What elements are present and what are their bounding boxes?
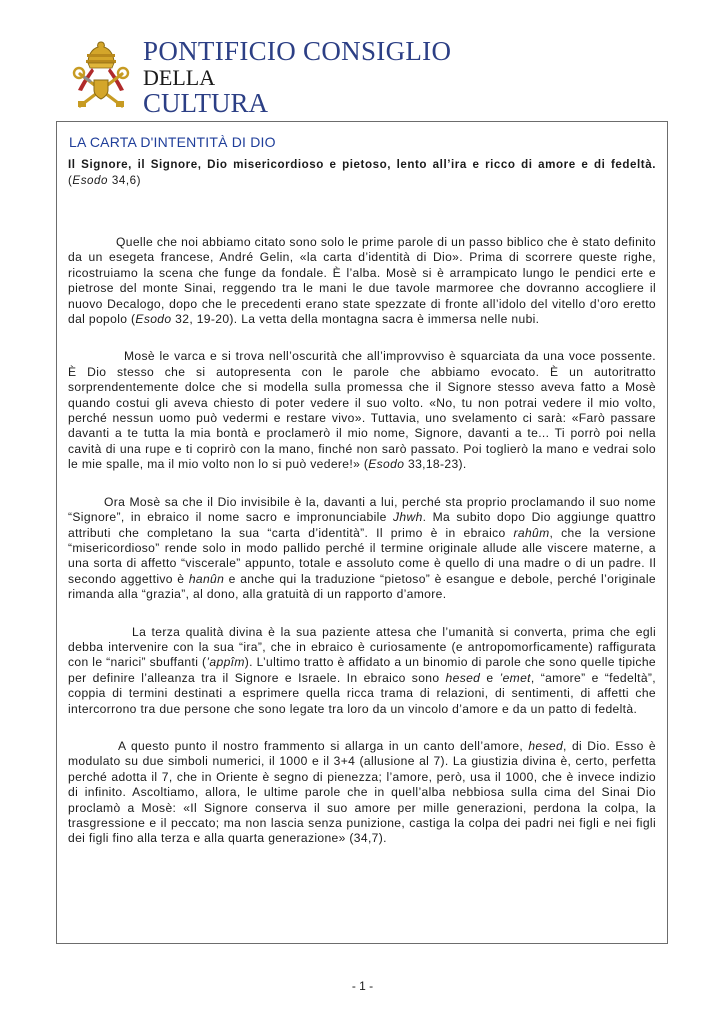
epigraph-ref-close: 34,6) (108, 174, 141, 187)
p4-hesed: hesed (445, 670, 481, 685)
p3-text-d: e anche qui la traduzione “pietoso” è esangue e debole, perché l’originale rimanda alla “grazia”, al dono, alla gratuità di un rapporto d’amore. (68, 571, 656, 602)
p1-text-a: Quelle che noi abbiamo citato sono solo le prime parole di un passo biblico che è stato definito da un esegeta francese, André Gelin, «la carta d’identità di Dio». Prima di scorrere queste righe, ricostruiamo la scena che funge da fondale. È l’alba. Mosè si è arrampicato lungo le pendici erte e pietrose del monte Sinai, reggendo tra le mani le due tavole marmoree che dovranno accogliere il nuovo Decalogo, dopo che le precedenti erano state spezzate di fronte all’idolo del vitello d’oro eretto dal popolo ( (68, 235, 656, 327)
papal-coat-of-arms-icon (70, 40, 132, 112)
p2-text-b: 33,18-23). (404, 457, 467, 472)
epigraph (68, 157, 656, 189)
p4-appim: ’appîm (206, 655, 245, 670)
paragraph-5 (68, 739, 656, 847)
org-name-line1: PONTIFICIO CONSIGLIO (143, 36, 452, 66)
paragraph-2 (68, 349, 656, 472)
epigraph-ref-open: ( (68, 174, 73, 187)
p3-jhwh: Jhwh (393, 510, 423, 525)
p1-text-b: 32, 19-20). La vetta della montagna sacra è immersa nelle nubi. (171, 312, 540, 327)
p4-text-b: ). L’ultimo tratto è affidato a un binomio di parole che sono quelle tipiche per definire l’alleanza tra il Signore e Israele. In ebraico sono (68, 655, 656, 685)
article-title: LA CARTA D'INTENTITÀ DI DIO (69, 134, 276, 150)
article-body (68, 235, 656, 869)
p2-text-a: Mosè le varca e si trova nell’oscurità che all’improvviso è squarciata da una voce possente. È Dio stesso che si autopresenta con le parole che abbiamo evocato. È un autoritratto sorprendentemente dolce che si modella sulla promessa che il Signore stesso aveva fatto a Mosè quando costui gli aveva chiesto di poter vedere il suo volto. «No, tu non potrai vedere il mio volto, perché nessun uomo può vedermi e restare vivo». Tuttavia, uno svelamento ci sarà: «Farò passare davanti a te tutta la mia bontà e proclamerò il mio nome, Signore, davanti a te... Ti porrò poi nella cavità di una rupe e ti coprirò con la mano, finché non sarò passato. Poi toglierò la mano e vedrai solo le mie spalle, ma il mio volto non lo si può vedere!» ( (68, 349, 656, 472)
p4-text-d: , “amore” e “fedeltà”, coppia di termini destinati a esprimere quella ricca trama di relazioni, di sentimenti, di affetti che intercorrono tra due persone che sono legate tra loro da un vincolo d’amore e da un patto di fedeltà. (68, 670, 656, 716)
paragraph-4 (68, 625, 656, 717)
header (70, 38, 490, 118)
p4-text-c: e (480, 670, 500, 685)
p2-ref: Esodo (368, 457, 405, 472)
p5-hesed: hesed (528, 738, 564, 753)
p5-text-b: , di Dio. Esso è modulato su due simboli numerici, il 1000 e il 3+4 (allusione al 7). La giustizia divina è, certo, perfetta perché adotta il 7, che in Oriente è segno di pienezza; l’amore, però, usa il 1000, che è invece indizio di infinito. Ascoltiamo, allora, le ultime parole che in quell’alba nebbiosa sulla cima del Sinai Dio proclamò a Mosè: «Il Signore conserva il suo amore per mille generazioni, perdona la colpa, la trasgressione e il peccato; ma non lascia senza punizione, castiga la colpa dei padri nei figli e nei figli dei figli fino alla terza e alla quarta generazione» (34,7). (68, 738, 656, 846)
p4-text-a: La terza qualità divina è la sua paziente attesa che l’umanità si converta, prima che egli debba intervenire con la sua “ira”, che in ebraico è curiosamente (e antropomorficamente) raffigurata con le “narici” sbuffanti ( (68, 624, 656, 670)
p3-hanun: hanûn (188, 571, 225, 586)
epigraph-ref-book: Esodo (72, 174, 109, 187)
p3-text-c: , che la versione “misericordioso” rende solo in modo pallido perché il termine originale allude alle viscere materne, a una sorta di affetto “viscerale” appunto, totale e assoluto come è quello di una madre o di un padre. Il secondo aggettivo è (68, 525, 656, 586)
org-name-line3: CULTURA (143, 88, 269, 118)
p3-text-a: Ora Mosè sa che il Dio invisibile è la, davanti a lui, perché sta proprio proclamando il suo nome “Signore”, in ebraico il nome sacro e impronunciabile (68, 494, 656, 525)
p1-ref: Esodo (135, 312, 172, 327)
page-number: - 1 - (351, 979, 374, 993)
paragraph-3 (68, 495, 656, 603)
paragraph-1 (68, 235, 656, 327)
p4-emet: ’emet (499, 670, 531, 685)
p3-rahum: rahûm (513, 525, 550, 540)
org-name-line2: DELLA (143, 65, 216, 90)
organization-name (143, 38, 451, 117)
epigraph-quote: Il Signore, il Signore, Dio misericordioso e pietoso, lento all’ira e ricco di amore e di fedeltà. (68, 158, 656, 171)
p5-text-a: A questo punto il nostro frammento si allarga in un canto dell’amore, (118, 738, 529, 753)
p3-text-b: . Ma subito dopo Dio aggiunge quattro attributi che completano la sua “carta d’identità”. Il primo è in ebraico (68, 510, 656, 540)
